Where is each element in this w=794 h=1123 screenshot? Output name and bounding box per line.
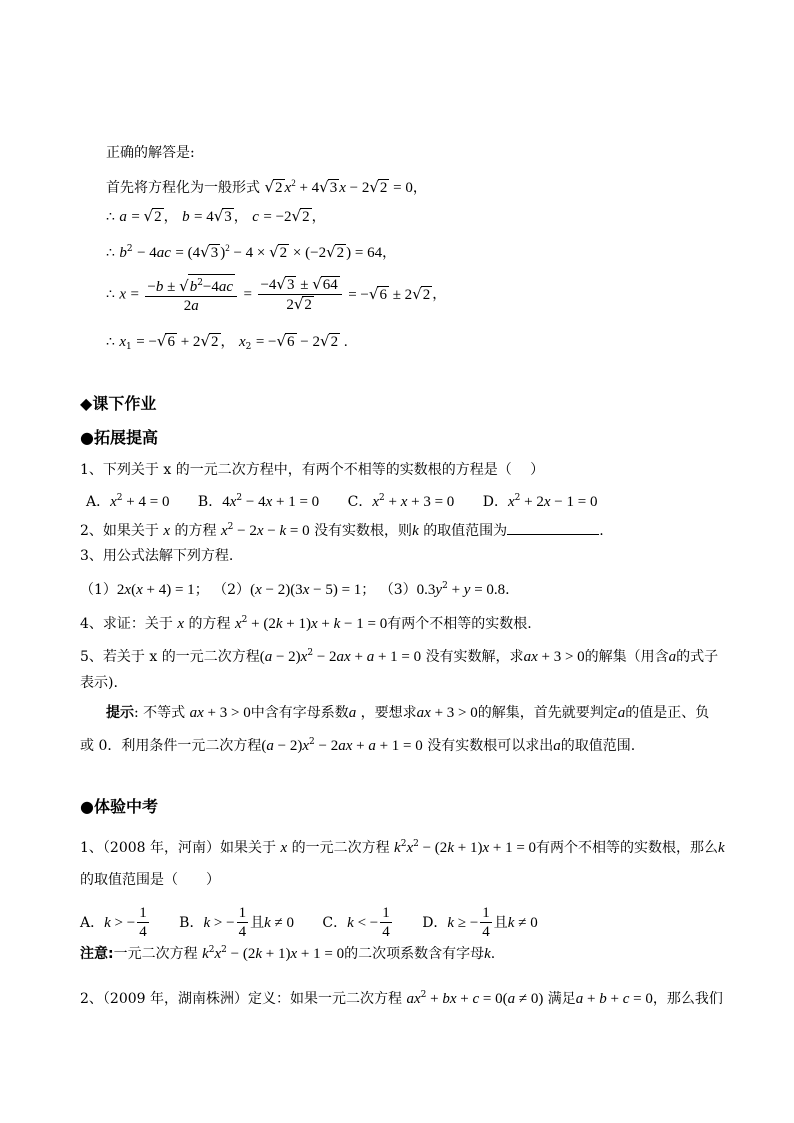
extend-hint-line2: 或 0．利用条件一元二次方程$(a - 2)x^2 - 2ax + a + 1 = 0$ 没有实数根可以求出a的取值范围. <box>80 737 636 754</box>
exam-q1-line2: 的取值范围是（ ） <box>80 872 220 888</box>
solution-step-5: ∴ $x_1 = -√6 + 2√2$ ， $x_2 = -√6 - 2√2$ . <box>106 332 348 352</box>
option-c: C．$x^2 + x + 3 = 0$ <box>347 493 455 510</box>
step1-prefix: 首先将方程化为一般形式 <box>106 180 260 196</box>
extend-q2: 2、如果关于 x 的方程 $x^2 - 2x - k = 0$ 没有实数根，则k 的取值范围为 . <box>80 522 604 539</box>
answer-blank <box>507 522 599 535</box>
extend-hint: 提示: 不等式 ax + 3 > 0中含有字母系数a ，要想求ax + 3 > 0的解集，首先就要判定a的值是正、负 <box>106 705 710 721</box>
exam-q1-options <box>80 904 562 941</box>
option-b: B．$4x^2 - 4x + 1 = 0$ <box>197 493 320 510</box>
bullet-icon: ● <box>80 428 94 447</box>
option-a: A．$x^2 + 4 = 0$ <box>86 493 170 510</box>
section-homework-heading: ◆课下作业 <box>80 394 157 413</box>
section-extend-heading: ●拓展提高 <box>80 428 158 447</box>
exam-q1: 1、（2008 年，河南）如果关于 x 的一元二次方程 $k^2x^2 - (2k + 1)x + 1 = 0$有两个不相等的实数根，那么k <box>80 839 725 856</box>
option-d: D．k ≥ − $\frac{1}{4}$ 且k ≠ 0 <box>422 905 538 940</box>
extend-q5-line2: 表示). <box>80 675 118 691</box>
diamond-icon: ◆ <box>80 394 93 413</box>
extend-q5: 5、若关于 x 的一元二次方程$(a - 2)x^2 - 2ax + a + 1 = 0$ 没有实数解，求ax + 3 > 0的解集（用含a的式子 <box>80 648 719 665</box>
solution-step-4: ∴ x = $\frac{-b \pm √b^2-4ac}{2a}$ = $\frac{-4√3 \pm √64}{2√2}$ = −√6 ± 2√2 ， <box>106 275 447 314</box>
extend-q1-options <box>86 488 621 512</box>
option-a: A．k > − $\frac{1}{4}$ <box>80 905 147 940</box>
extend-q1: 1、下列关于 x 的一元二次方程中，有两个不相等的实数根的方程是（ ） <box>80 462 545 478</box>
solution-step-1: 首先将方程化为一般形式 √2 $x^2 + 4√3$ x − 2√2 = 0， <box>106 178 427 196</box>
bullet-icon: ● <box>80 797 94 816</box>
extend-q3-parts: （1）2x(x + 4) = 1； （2）(x − 2)(3x − 5) = 1； $(3)0.3y^2 + y = 0.8$. <box>80 581 510 598</box>
solution-step-3: ∴ $b^2 - 4ac = (4√3$ )$^2$ − 4 × √2 × (−2√2 ) = 64， <box>106 243 397 261</box>
option-d: D．$x^2 + 2x - 1 = 0$ <box>482 493 598 510</box>
exam-q2: 2、（2009 年，湖南株洲）定义：如果一元二次方程 $ax^2$ + bx + c = 0(a ≠ 0) 满足a + b + c = 0，那么我们 <box>80 990 723 1007</box>
option-b: B．k > − $\frac{1}{4}$ 且k ≠ 0 <box>179 905 294 940</box>
extend-q3: 3、用公式法解下列方程. <box>80 548 234 564</box>
extend-q4: 4、求证：关于 x 的方程 $x^2 + (2k + 1)x + k - 1 = 0$有两个不相等的实数根. <box>80 615 532 632</box>
solution-step-2: ∴ a = √2 ， b = 4√3 ， c = −2√2 ， <box>106 207 326 225</box>
exam-note: 注意:一元二次方程 $k^2x^2 - (2k + 1)x + 1 = 0$的二次项系数含有字母k. <box>80 945 496 962</box>
section-exam-heading: ●体验中考 <box>80 797 158 816</box>
solution-intro: 正确的解答是: <box>106 145 195 161</box>
option-c: C．k < − $\frac{1}{4}$ <box>322 905 390 940</box>
